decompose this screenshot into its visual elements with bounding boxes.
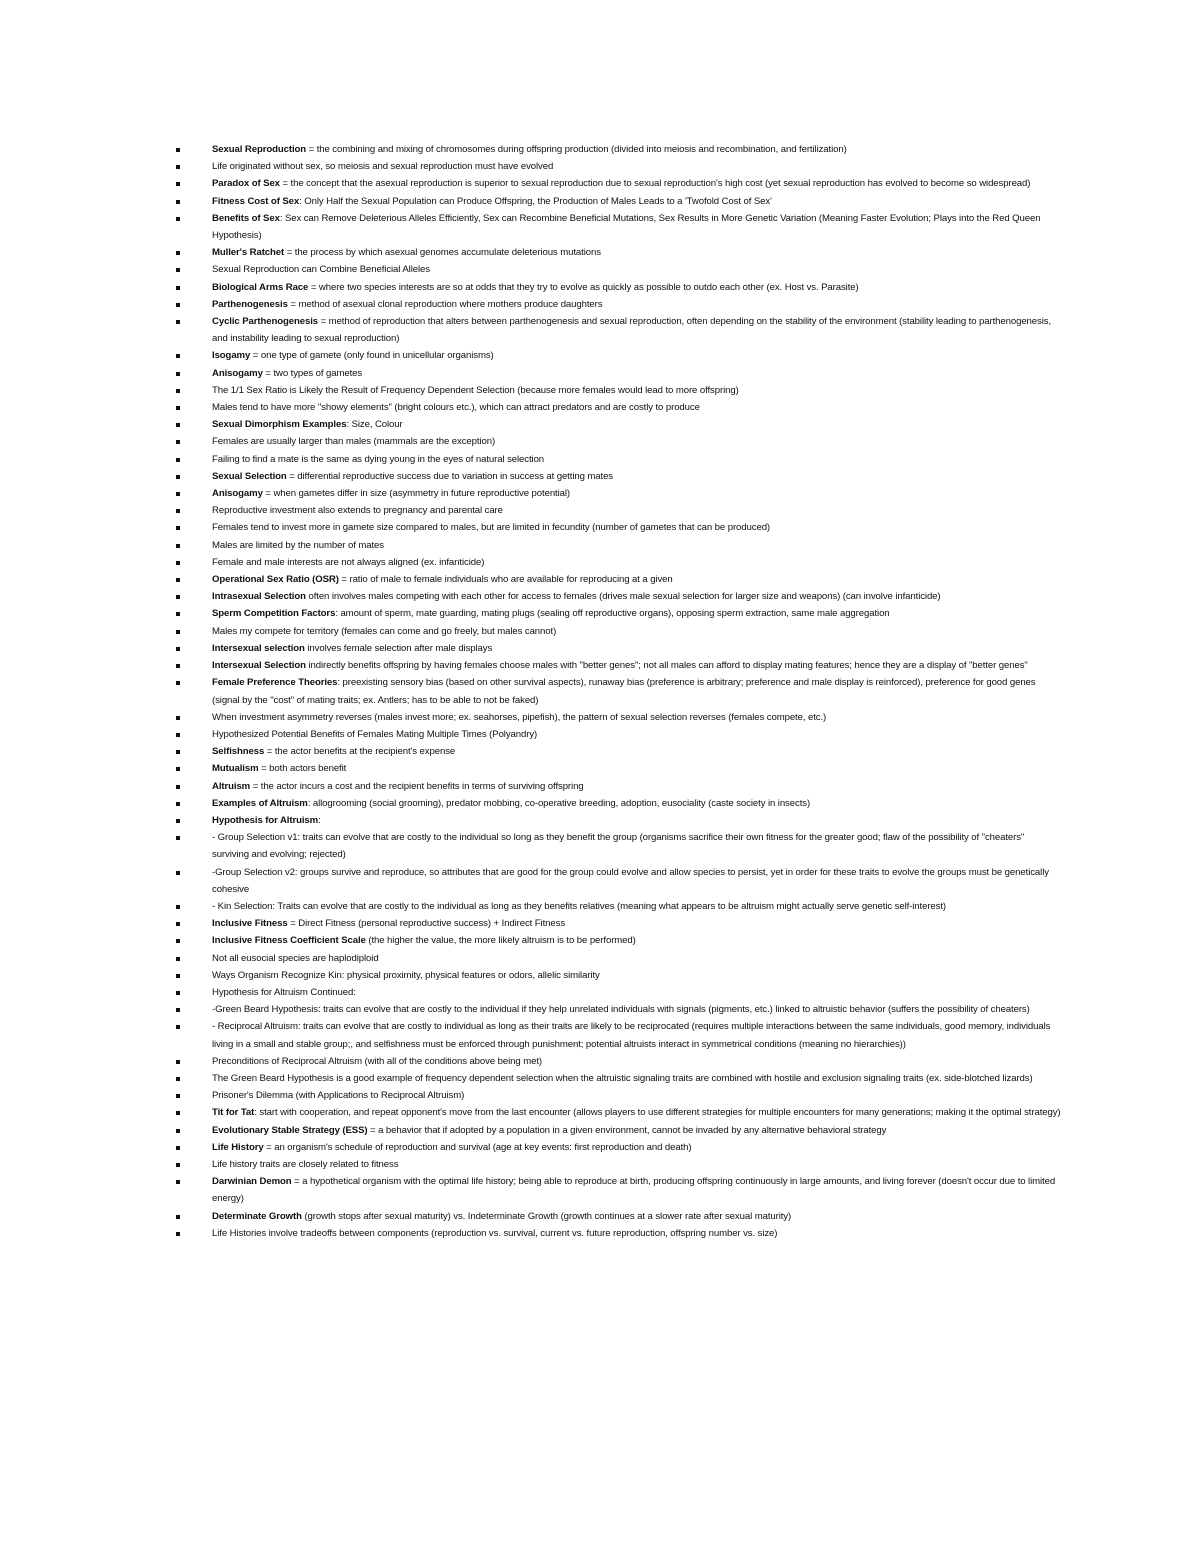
list-item [176,451,1062,468]
term: Intersexual selection [212,642,305,654]
description: Not all eusocial species are haplodiploid [212,952,379,964]
description: : Sex can Remove Deleterious Alleles Efficiently, Sex can Recombine Beneficial Mutations, Sex Results in More Genetic Variation (Meaning Faster Evolution; Plays into the Red Queen Hypothesis) [212,212,1041,242]
list-item [176,1087,1062,1104]
bullet-icon [176,182,180,186]
bullet-icon [176,802,180,806]
bullet-icon [176,905,180,909]
description: = differential reproductive success due to variation in success at getting mates [286,470,614,482]
list-item [176,261,1062,278]
bullet-icon [176,836,180,840]
description: Failing to find a mate is the same as dying young in the eyes of natural selection [212,453,545,465]
bullet-icon [176,544,180,548]
term: Intersexual Selection [212,660,306,672]
bullet-icon [176,578,180,582]
bullet-icon [176,475,180,479]
bullet-icon [176,423,180,427]
term: Female Preference Theories [212,677,338,689]
description: = the concept that the asexual reproduction is superior to sexual reproduction due to sexual reproduction's high cost (yet sexual reproduction has evolved to become so widespread) [279,178,1031,190]
bullet-icon [176,681,180,685]
bullet-icon [176,716,180,720]
description: = the actor benefits at the recipient's expense [264,746,456,758]
bullet-icon [176,957,180,961]
list-item [176,623,1062,640]
list-item [176,485,1062,502]
description: -Green Beard Hypothesis: traits can evolve that are costly to the individual if they help unrelated individuals with signals (pigments, etc.) linked to altruistic behavior (suffers the possibility of cheaters) [212,1004,1030,1016]
bullet-icon [176,1094,180,1098]
list-item [176,347,1062,364]
description: : amount of sperm, mate guarding, mating plugs (sealing off reproductive organs), opposing sperm extraction, same male aggregation [335,608,890,620]
bullet-icon [176,561,180,565]
bullet-icon [176,1111,180,1115]
description: often involves males competing with each other for access to females (drives male sexual selection for larger size and weapons) (can involve infanticide) [305,591,941,603]
bullet-icon [176,750,180,754]
term: Benefits of Sex [212,212,280,224]
description: Female and male interests are not always aligned (ex. infanticide) [212,556,485,568]
bullet-icon [176,458,180,462]
list-item [176,812,1062,829]
description: (the higher the value, the more likely altruism is to be performed) [365,935,636,947]
list-item [176,950,1062,967]
list-item [176,1104,1062,1121]
bullet-icon [176,1025,180,1029]
term: Hypothesis for Altruism [212,814,319,826]
list-item [176,1139,1062,1156]
term: Isogamy [212,350,251,362]
term: Parthenogenesis [212,298,288,310]
list-item [176,193,1062,210]
description: = the combining and mixing of chromosomes during offspring production (divided into meiosis and recombination, and fertilization) [306,144,847,155]
term: Examples of Altruism [212,797,308,809]
description: When investment asymmetry reverses (males invest more; ex. seahorses, pipefish), the pattern of sexual selection reverses (females compete, etc.) [212,711,827,723]
bullet-icon [176,372,180,376]
bullet-icon [176,217,180,221]
term: Life History [212,1141,264,1153]
term: Selfishness [212,746,265,758]
description: : start with cooperation, and repeat opponent's move from the last encounter (allows players to use different strategies for multiple encounters for many generations; making it the optimal strategy) [254,1107,1061,1119]
list-item [176,244,1062,261]
description: indirectly benefits offspring by having females choose males with "better genes"; not all males can afford to display mating features; hence they are a display of "better genes" [305,660,1028,672]
bullet-icon [176,286,180,290]
bullet-icon [176,939,180,943]
term: Altruism [212,780,251,792]
term: Intrasexual Selection [212,591,306,603]
description: = method of asexual clonal reproduction where mothers produce daughters [287,298,603,310]
bullet-icon [176,767,180,771]
term: Inclusive Fitness [212,918,288,930]
bullet-icon [176,354,180,358]
description: Males are limited by the number of mates [212,539,384,551]
description: = Direct Fitness (personal reproductive success) + Indirect Fitness [287,918,566,930]
bullet-icon [176,389,180,393]
bullet-icon [176,1077,180,1081]
description: = one type of gamete (only found in unicellular organisms) [250,350,494,362]
list-item [176,537,1062,554]
description: = both actors benefit [258,763,347,775]
bullet-icon [176,733,180,737]
term: Mutualism [212,763,259,775]
bullet-list [176,141,1062,1242]
bullet-icon [176,406,180,410]
list-item [176,296,1062,313]
list-item [176,898,1062,915]
term: Sexual Dimorphism Examples [212,419,347,431]
list-item [176,932,1062,949]
bullet-icon [176,630,180,634]
bullet-icon [176,1180,180,1184]
list-item [176,433,1062,450]
description: Males tend to have more "showy elements" (bright colours etc.), which can attract predators and are costly to produce [212,402,700,414]
list-item [176,605,1062,622]
description: = ratio of male to female individuals who are available for reproducing at a given [338,574,673,586]
bullet-icon [176,1008,180,1012]
list-item [176,864,1062,898]
bullet-icon [176,1129,180,1133]
description: = two types of gametes [262,367,363,379]
list-item [176,1156,1062,1173]
bullet-icon [176,922,180,926]
description: Life originated without sex, so meiosis and sexual reproduction must have evolved [212,161,554,173]
description: - Group Selection v1: traits can evolve that are costly to the individual so long as they benefit the group (organisms sacrifice their own fitness for the greater good; flaw of the possibility of "cheaters" surviving and evolving; rejected) [212,832,1025,861]
list-item [176,1070,1062,1087]
list-item [176,1208,1062,1225]
term: Sexual Selection [212,470,287,482]
term: Fitness Cost of Sex [212,195,300,207]
list-item [176,399,1062,416]
description: : allogrooming (social grooming), predator mobbing, co-operative breeding, adoption, eusociality (caste society in insects) [307,797,811,809]
bullet-icon [176,268,180,272]
list-item [176,313,1062,347]
bullet-icon [176,871,180,875]
description: The Green Beard Hypothesis is a good example of frequency dependent selection when the altruistic signaling traits are combined with hostile and exclusion signaling traits (ex. side-blotched lizards) [212,1072,1033,1084]
list-item [176,588,1062,605]
term: Tit for Tat [212,1107,255,1119]
bullet-icon [176,785,180,789]
description: : Only Half the Sexual Population can Produce Offspring, the Production of Males Leads to a 'Twofold Cost of Sex' [299,195,772,207]
bullet-icon [176,526,180,530]
description: : preexisting sensory bias (based on other survival aspects), runaway bias (preference is arbitrary; preference and male display is reinforced), preference for good genes (signal by the "cost" of mating traits; ex. Antlers; has to be able to not be faked) [212,677,1036,706]
term: Paradox of Sex [212,178,280,190]
description: Reproductive investment also extends to pregnancy and parental care [212,505,503,517]
list-item [176,709,1062,726]
term: Anisogamy [212,367,263,379]
term: Anisogamy [212,488,263,500]
description: Life Histories involve tradeoffs between components (reproduction vs. survival, current vs. future reproduction, offspring number vs. size) [212,1227,778,1239]
bullet-icon [176,303,180,307]
list-item [176,141,1062,158]
list-item [176,1018,1062,1052]
bullet-icon [176,251,180,255]
list-item [176,640,1062,657]
description: = a hypothetical organism with the optimal life history; being able to reproduce at birth, producing offspring continuously in large amounts, and living forever (doesn't occur due to limited energy) [212,1176,1056,1205]
list-item [176,416,1062,433]
list-item [176,915,1062,932]
description: = method of reproduction that alters between parthenogenesis and sexual reproduction, often depending on the stability of the environment (stability leading to parthenogenesis, and instability leading to sexual reproduction) [212,316,1052,345]
description: = where two species interests are so at odds that they try to evolve as quickly as possible to outdo each other (ex. Host vs. Parasite) [308,281,859,293]
list-item [176,1173,1062,1207]
description: Preconditions of Reciprocal Altruism (with all of the conditions above being met) [212,1055,542,1067]
bullet-icon [176,440,180,444]
list-item [176,726,1062,743]
description: = an organism's schedule of reproduction and survival (age at key events: first reproduction and death) [263,1141,692,1153]
term: Sperm Competition Factors [212,608,336,620]
list-item [176,657,1062,674]
description: = the process by which asexual genomes accumulate deleterious mutations [284,247,601,259]
list-item [176,502,1062,519]
bullet-icon [176,595,180,599]
bullet-icon [176,612,180,616]
description: -Group Selection v2: groups survive and reproduce, so attributes that are good for the group could evolve and allow species to persist, yet in order for these traits to evolve the groups must be genetically cohesive [212,866,1049,895]
description: Females tend to invest more in gamete size compared to males, but are limited in fecundity (number of gametes that can be produced) [212,522,771,534]
list-item [176,984,1062,1001]
bullet-icon [176,974,180,978]
description: Hypothesized Potential Benefits of Females Mating Multiple Times (Polyandry) [212,728,538,740]
list-item [176,571,1062,588]
list-item [176,468,1062,485]
list-item [176,158,1062,175]
bullet-icon [176,1232,180,1236]
list-item [176,743,1062,760]
description: : [318,814,321,826]
list-item [176,1053,1062,1070]
term: Evolutionary Stable Strategy (ESS) [212,1124,368,1136]
bullet-icon [176,664,180,668]
list-item [176,674,1062,708]
term: Sexual Reproduction [212,144,307,155]
list-item [176,1001,1062,1018]
description: Sexual Reproduction can Combine Beneficial Alleles [212,264,430,276]
description: Males my compete for territory (females can come and go freely, but males cannot) [212,625,557,637]
term: Operational Sex Ratio (OSR) [212,574,339,586]
description: Life history traits are closely related to fitness [212,1158,399,1170]
bullet-icon [176,1215,180,1219]
description: - Reciprocal Altruism: traits can evolve that are costly to individual as long as their traits are likely to be reciprocated (requires multiple interactions between the same individuals, good memory, individuals living in a small and stable group;, and selfishness must be enforced through punishment; potential altruists interact in symmetrical conditions (meaning no hierarchies)) [212,1021,1051,1050]
bullet-icon [176,1163,180,1167]
list-item [176,175,1062,192]
bullet-icon [176,1060,180,1064]
bullet-icon [176,492,180,496]
list-item [176,382,1062,399]
description: = when gametes differ in size (asymmetry in future reproductive potential) [262,488,571,500]
list-item [176,519,1062,536]
list-item [176,829,1062,863]
list-item [176,967,1062,984]
description: (growth stops after sexual maturity) vs. Indeterminate Growth (growth continues at a slower rate after sexual maturity) [301,1210,792,1222]
description: Ways Organism Recognize Kin: physical proximity, physical features or odors, allelic similarity [212,969,600,981]
term: Determinate Growth [212,1210,302,1222]
term: Darwinian Demon [212,1176,292,1188]
term: Inclusive Fitness Coefficient Scale [212,935,366,947]
list-item [176,365,1062,382]
bullet-icon [176,148,180,152]
term: Cyclic Parthenogenesis [212,316,319,328]
bullet-icon [176,320,180,324]
list-item [176,760,1062,777]
description: - Kin Selection: Traits can evolve that are costly to the individual as long as they benefits relatives (meaning what appears to be altruism might actually serve genetic self-interest) [212,900,947,912]
description: involves female selection after male displays [304,642,493,654]
description: Prisoner's Dilemma (with Applications to Reciprocal Altruism) [212,1090,465,1102]
term: Muller's Ratchet [212,247,285,259]
bullet-icon [176,819,180,823]
description: The 1/1 Sex Ratio is Likely the Result of Frequency Dependent Selection (because more females would lead to more offspring) [212,384,739,396]
list-item [176,795,1062,812]
description: = the actor incurs a cost and the recipient benefits in terms of surviving offspring [250,780,584,792]
list-item [176,1225,1062,1242]
bullet-icon [176,509,180,513]
description: = a behavior that if adopted by a population in a given environment, cannot be invaded by any alternative behavioral strategy [367,1124,887,1136]
description: Hypothesis for Altruism Continued: [212,986,356,998]
list-item [176,778,1062,795]
bullet-icon [176,1146,180,1150]
list-item [176,210,1062,244]
list-item [176,279,1062,296]
term: Biological Arms Race [212,281,309,293]
bullet-icon [176,991,180,995]
bullet-icon [176,165,180,169]
bullet-icon [176,200,180,204]
description: : Size, Colour [346,419,403,431]
list-item [176,554,1062,571]
bullet-icon [176,647,180,651]
description: Females are usually larger than males (mammals are the exception) [212,436,496,448]
list-item [176,1122,1062,1139]
